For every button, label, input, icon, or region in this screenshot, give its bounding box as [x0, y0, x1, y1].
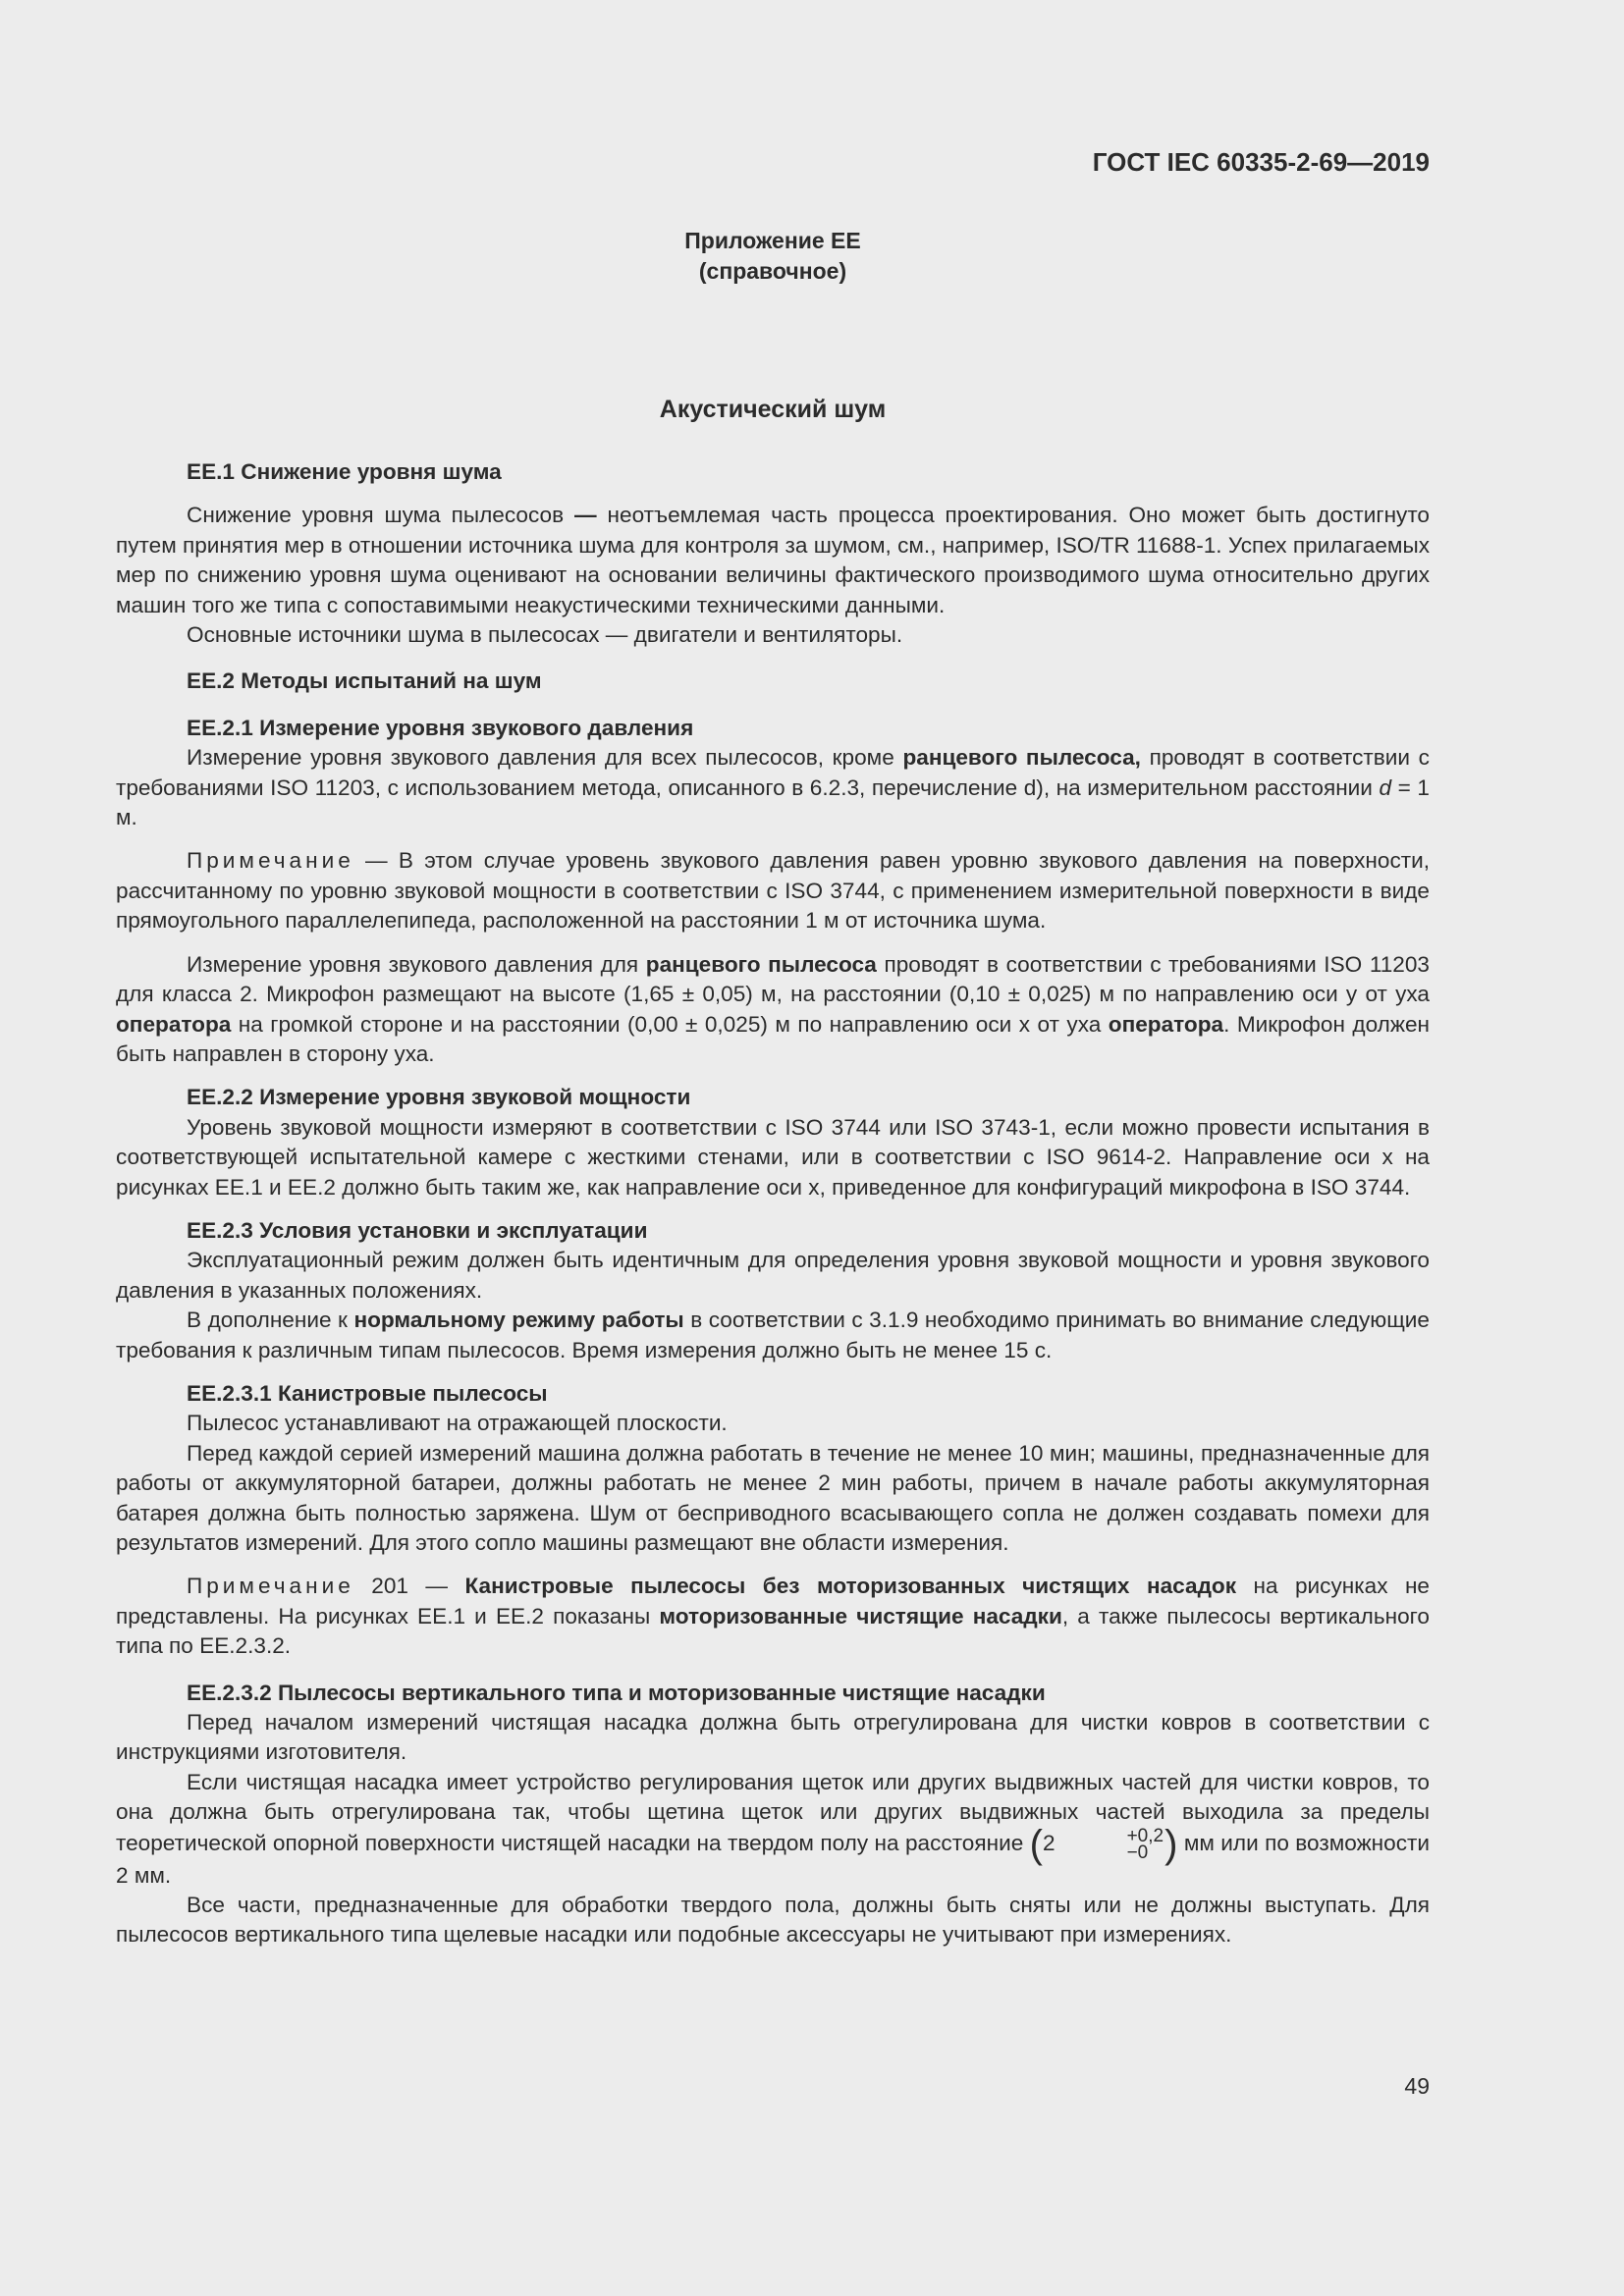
section-heading-ee22: ЕЕ.2.2 Измерение уровня звуковой мощности: [187, 1085, 691, 1110]
tolerance-fraction: +0,2 −0: [1126, 1825, 1164, 1863]
section-heading-ee231: ЕЕ.2.3.1 Канистровые пылесосы: [187, 1380, 548, 1406]
annex-note: (справочное): [698, 258, 847, 284]
annex-heading: [0, 226, 1545, 287]
paragraph: Основные источники шума в пылесосах — двигатели и вентиляторы.: [187, 622, 903, 648]
section-heading-ee1: ЕЕ.1 Снижение уровня шума: [187, 459, 502, 484]
note-paragraph: Примечание — В этом случае уровень звукового давления равен уровню звукового давления на поверхности, рассчитанному по уровню звуковой мощности в соответствии с ISO 3744, с применением измерительной поверхности в виде прямоугольного параллелепипеда, расположенной на расстоянии 1 м от источника шума.: [116, 848, 1430, 934]
main-title: Акустический шум: [659, 396, 887, 423]
paragraph: Измерение уровня звукового давления для всех пылесосов, кроме ранцевого пылесоса, проводят в соответствии с требованиями ISO 11203, с использованием метода, описанного в 6.2.3, перечисление d), на измерительном расстоянии d = 1 м.: [116, 745, 1430, 830]
standard-id: ГОСТ IEC 60335-2-69—2019: [1092, 147, 1430, 177]
paragraph: Уровень звуковой мощности измеряют в соответствии с ISO 3744 или ISO 3743-1, если можно провести испытания в соответствующей испытательной камере с жесткими стенами, или в соответствии с ISO 9614-2. Направление оси х на рисунках ЕЕ.1 и ЕЕ.2 должно быть таким же, как направление оси х, приведенное для конфигураций микрофона в ISO 3744.: [116, 1114, 1430, 1200]
paragraph: Перед каждой серией измерений машина должна работать в течение не менее 10 мин; машины, предназначенные для работы от аккумуляторной батареи, должны работать не менее 2 мин работы, причем в начале работы аккумуляторная батарея должна быть полностью заряжена. Шум от бесприводного всасывающего сопла не должен создавать помехи для результатов измерений. Для этого сопло машины размещают вне области измерения.: [116, 1440, 1430, 1555]
paragraph: Измерение уровня звукового давления для ранцевого пылесоса проводят в соответствии с требованиями ISO 11203 для класса 2. Микрофон размещают на высоте (1,65 ± 0,05) м, на расстоянии (0,10 ± 0,025) м по направлению оси у от уха оператора на громкой стороне и на расстоянии (0,00 ± 0,025) м по направлению оси х от уха оператора. Микрофон должен быть направлен в сторону уха.: [116, 951, 1431, 1066]
page-number: 49: [1404, 2073, 1430, 2099]
document-body: [116, 457, 1430, 1950]
annex-title: Приложение ЕЕ: [684, 228, 861, 253]
section-heading-ee21: ЕЕ.2.1 Измерение уровня звукового давления: [187, 715, 694, 740]
paragraph: Снижение уровня шума пылесосов — неотъемлемая часть процесса проектирования. Оно может быть достигнуто путем принятия мер в отношении источника шума для контроля за шумом, см., например, ISO/TR 11688-1. Успех прилагаемых мер по снижению уровня шума оценивают на основании величины фактического производимого шума относительно других машин того же типа с сопоставимыми неакустическими техническими данными.: [116, 503, 1430, 617]
section-heading-ee2: ЕЕ.2 Методы испытаний на шум: [187, 668, 542, 694]
section-heading-ee232: ЕЕ.2.3.2 Пылесосы вертикального типа и моторизованные чистящие насадки: [187, 1680, 1046, 1705]
paragraph: В дополнение к нормальному режиму работы в соответствии с 3.1.9 необходимо принимать во внимание следующие требования к различным типам пылесосов. Время измерения должно быть не менее 15 с.: [116, 1308, 1430, 1362]
paragraph: Все части, предназначенные для обработки твердого пола, должны быть сняты или не должны выступать. Для пылесосов вертикального типа щелевые насадки или подобные аксессуары не учитывают при измерениях.: [116, 1893, 1430, 1948]
note-label: Примечание: [187, 1574, 354, 1599]
paragraph: Пылесос устанавливают на отражающей плоскости.: [187, 1411, 728, 1436]
paragraph: Если чистящая насадка имеет устройство регулирования щеток или других выдвижных частей для чистки ковров, то она должна быть отрегулирована так, чтобы щетина щеток или других выдвижных частей выходила за пределы теоретической опорной поверхности чистящей насадки на твердом полу на расстояние (2 +0,2 −0 ) мм или по возможности 2 мм.: [116, 1769, 1430, 1888]
note-paragraph: Примечание 201 — Канистровые пылесосы без моторизованных чистящих насадок на рисунках не представлены. На рисунках ЕЕ.1 и ЕЕ.2 показаны моторизованные чистящие насадки, а также пылесосы вертикального типа по ЕЕ.2.3.2.: [116, 1574, 1431, 1659]
section-heading-ee23: ЕЕ.2.3 Условия установки и эксплуатации: [187, 1217, 648, 1243]
note-label: Примечание: [187, 848, 354, 874]
tolerance-base: 2: [1043, 1830, 1056, 1855]
paragraph: Перед началом измерений чистящая насадка должна быть отрегулирована для чистки ковров в соответствии с инструкциями изготовителя.: [116, 1710, 1430, 1765]
paragraph: Эксплуатационный режим должен быть идентичным для определения уровня звуковой мощности и уровня звукового давления в указанных положениях.: [116, 1248, 1430, 1303]
